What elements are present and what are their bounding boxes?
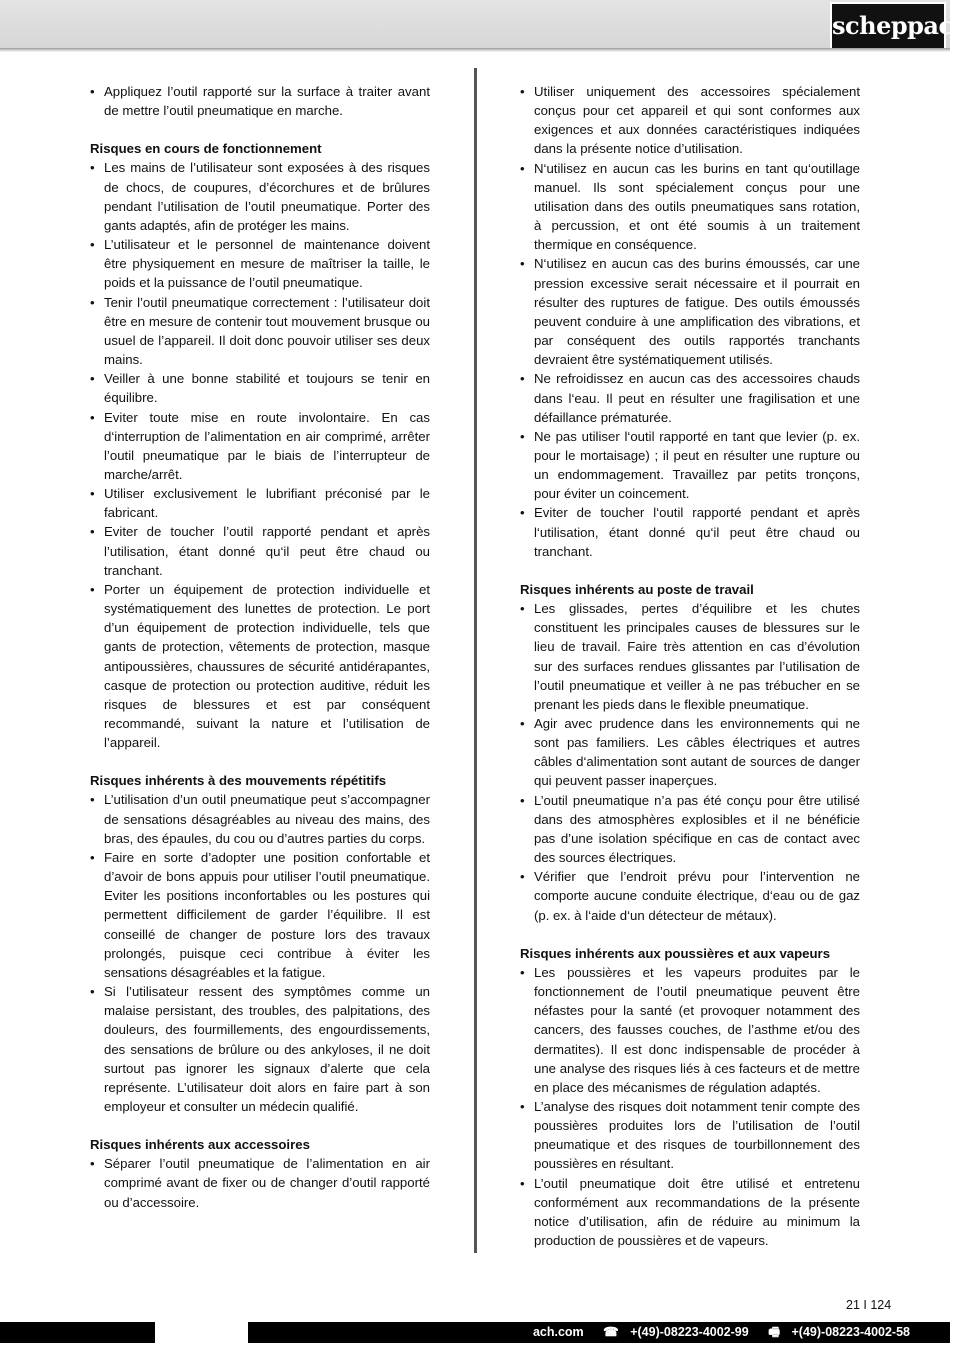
section-title-operation: Risques en cours de fonctionnement [90, 141, 322, 157]
dust-risks-list [520, 963, 860, 1250]
website-link[interactable]: ach.com [532, 1325, 584, 1339]
list-item: • Appliquez l’outil rapporté sur la surface à traiter avant de mettre l’outil pneumatique en marche. [90, 82, 430, 120]
list-item: • L’utilisation d’un outil pneumatique peut s’accompagner de sensations désagréables au niveau des mains, des bras, des épaules, du cou ou d’autres parties du corps. [90, 790, 430, 847]
workplace-risks-list [520, 599, 860, 925]
accessories-risks-list [90, 1154, 430, 1211]
section-title-workplace: Risques inhérents au poste de travail [520, 581, 754, 597]
list-item: • Utiliser exclusivement le lubrifiant préconisé par le fabricant. [90, 484, 430, 522]
list-item: • N‘utilisez en aucun cas les burins en tant qu‘outillage manuel. Ils sont spécialement conçus pour une utilisation dans des outils pneumatiques sans rotation, à percussion, et ont été soumis à un traitement thermique en conséquence. [520, 159, 860, 255]
list-item: • Eviter toute mise en route involontaire. En cas d‘interruption de l’alimentation en air comprimé, arrêter l’outil pneumatique par le biais de l’interrupteur de marche/arrêt. [90, 408, 430, 485]
footer-contact [525, 1322, 910, 1343]
header-bar [0, 0, 970, 48]
fax-number: +(49)-08223-4002-58 [791, 1325, 910, 1339]
list-item: • Ne refroidissez en aucun cas des accessoires chauds dans l‘eau. Il peut en résulter une fragilisation et une défaillance prématurée. [520, 369, 860, 426]
list-item: • Porter un équipement de protection individuelle et systématiquement des lunettes de protection. Le port d’un équipement de protection individuelle, tels que gants de protection, vêtements de protection, masque antipoussières, chaussures de sécurité antidérapantes, casque de protection ou protection auditive, réduit les risques de blessures et est par conséquent recommandé, suivant la nature et l’utilisation de l’appareil. [90, 580, 430, 752]
fax-icon: 🖷 [768, 1325, 781, 1339]
phone-number: +(49)-08223-4002-99 [630, 1325, 749, 1339]
list-item: • Faire en sorte d’adopter une position confortable et d’avoir de bons appuis pour utiliser l’outil pneumatique. Eviter les positions inconfortables ou les postures qui permettent difficilement de garder l’équilibre. Il est conseillé de changer de posture lors des travaux prolongés, puisque ceci contribue à éviter les sensations désagréables et la fatigue. [90, 848, 430, 982]
list-item: • L’analyse des risques doit notamment tenir compte des poussières produites lors de l’utilisation de l’outil pneumatique et des risques de tourbillonnement des poussières en résultant. [520, 1097, 860, 1174]
footer-white-block [155, 1322, 248, 1343]
section-title-dust: Risques inhérents aux poussières et aux vapeurs [520, 945, 831, 961]
right-column [520, 82, 860, 1250]
list-item: • L’outil pneumatique doit être utilisé et entretenu conformément aux recommandations de la présente notice d’utilisation, afin de réduire au minimum la production de poussières et de vapeurs. [520, 1174, 860, 1251]
section-title-accessories: Risques inhérents aux accessoires [90, 1137, 310, 1153]
list-item: • Tenir l’outil pneumatique correctement : l’utilisateur doit être en mesure de contenir tout mouvement brusque ou usuel de l’appareil. Il doit donc pouvoir utiliser ses deux mains. [90, 293, 430, 370]
list-item: • Vérifier que l’endroit prévu pour l’intervention ne comporte aucune conduite électrique, d‘eau ou de gaz (p. ex. à l‘aide d‘un détecteur de métaux). [520, 867, 860, 924]
list-item: • Veiller à une bonne stabilité et toujours se tenir en équilibre. [90, 369, 430, 407]
repetitive-risks-list [90, 790, 430, 1116]
list-item: • Séparer l’outil pneumatique de l’alimentation en air comprimé avant de fixer ou de changer d’outil rapporté ou d’accessoire. [90, 1154, 430, 1211]
left-column [90, 82, 430, 1212]
list-item: • L’outil pneumatique n’a pas été conçu pour être utilisé dans des atmosphères explosibles et il ne bénéficie pas d’une isolation spécifique en cas de contact avec des sources électriques. [520, 791, 860, 868]
list-item: • Utiliser uniquement des accessoires spécialement conçus pour cet appareil et qui sont conformes aux exigences et aux données caractéristiques indiquées dans la présente notice d’utilisation. [520, 82, 860, 159]
list-item: • Eviter de toucher l’outil rapporté pendant et après l’utilisation, étant donné qu‘il peut être chaud ou tranchant. [90, 522, 430, 579]
header-shadow [0, 48, 950, 52]
list-item: • Les glissades, pertes d’équilibre et les chutes constituent les principales causes de blessures sur le lieu de travail. Faire très attention en cas d’évolution sur des surfaces rendues glissantes par l’utilisation de l’outil pneumatique et veiller à ne pas trébucher en se prenant les pieds dans le flexible pneumatique. [520, 599, 860, 714]
list-item: • Les poussières et les vapeurs produites par le fonctionnement de l’outil pneumatique peuvent être néfastes pour la santé (et provoquer notamment des cancers, des fausses couches, de l’asthme et/ou des dermatites). Il est donc indispensable de procéder à une analyse des risques liés à ces facteurs et de mettre en place des mécanismes de régulation adaptés. [520, 963, 860, 1097]
brand-logo: scheppach [830, 2, 946, 50]
list-item: • Eviter de toucher l‘outil rapporté pendant et après l‘utilisation, étant donné qu‘il peut être chaud ou tranchant. [520, 503, 860, 560]
list-item: • Si l’utilisateur ressent des symptômes comme un malaise persistant, des troubles, des palpitations, des douleurs, des fourmillements, des engourdissements, des sensations de brûlure ou des ankyloses, il ne doit surtout pas ignorer les signaux d’alerte que cela représente. L’utilisateur doit alors en faire part à son employeur et consulter un médecin qualifié. [90, 982, 430, 1116]
list-item: • Les mains de l’utilisateur sont exposées à des risques de chocs, de coupures, d’écorchures et de brûlures pendant l’utilisation de l’outil pneumatique. Porter des gants adaptés, afin de protéger les mains. [90, 158, 430, 235]
list-item: • L’utilisateur et le personnel de maintenance doivent être physiquement en mesure de maîtriser la taille, le poids et la puissance de l’outil pneumatique. [90, 235, 430, 292]
phone-icon: ☎ [603, 1325, 619, 1339]
accessories-continued-list [520, 82, 860, 561]
page-number: 21 I 124 [846, 1298, 892, 1312]
list-item: • N‘utilisez en aucun cas des burins émoussés, car une pression excessive serait nécessaire et il pourrait en résulter des ruptures de fatigue. Des outils émoussés peuvent conduire à une amplification des vibrations, et par conséquent des outils rapportés tranchants devraient être systématiquement utilisés. [520, 254, 860, 369]
list-item: • Ne pas utiliser l‘outil rapporté en tant que levier (p. ex. pour le mortaisage) ; il peut en résulter une rupture ou un endommagement. Travaillez par petits tronçons, pour éviter un coincement. [520, 427, 860, 504]
footer-bar [0, 1322, 950, 1343]
operation-risks-list [90, 158, 430, 752]
list-item: • Agir avec prudence dans les environnements qui ne sont pas familiers. Les câbles électriques et autres câbles d‘alimentation sont autant de sources de danger qui peuvent passer inaperçues. [520, 714, 860, 791]
section-title-repetitive: Risques inhérents à des mouvements répétitifs [90, 773, 387, 789]
column-divider [474, 68, 477, 1253]
intro-list [90, 82, 430, 120]
